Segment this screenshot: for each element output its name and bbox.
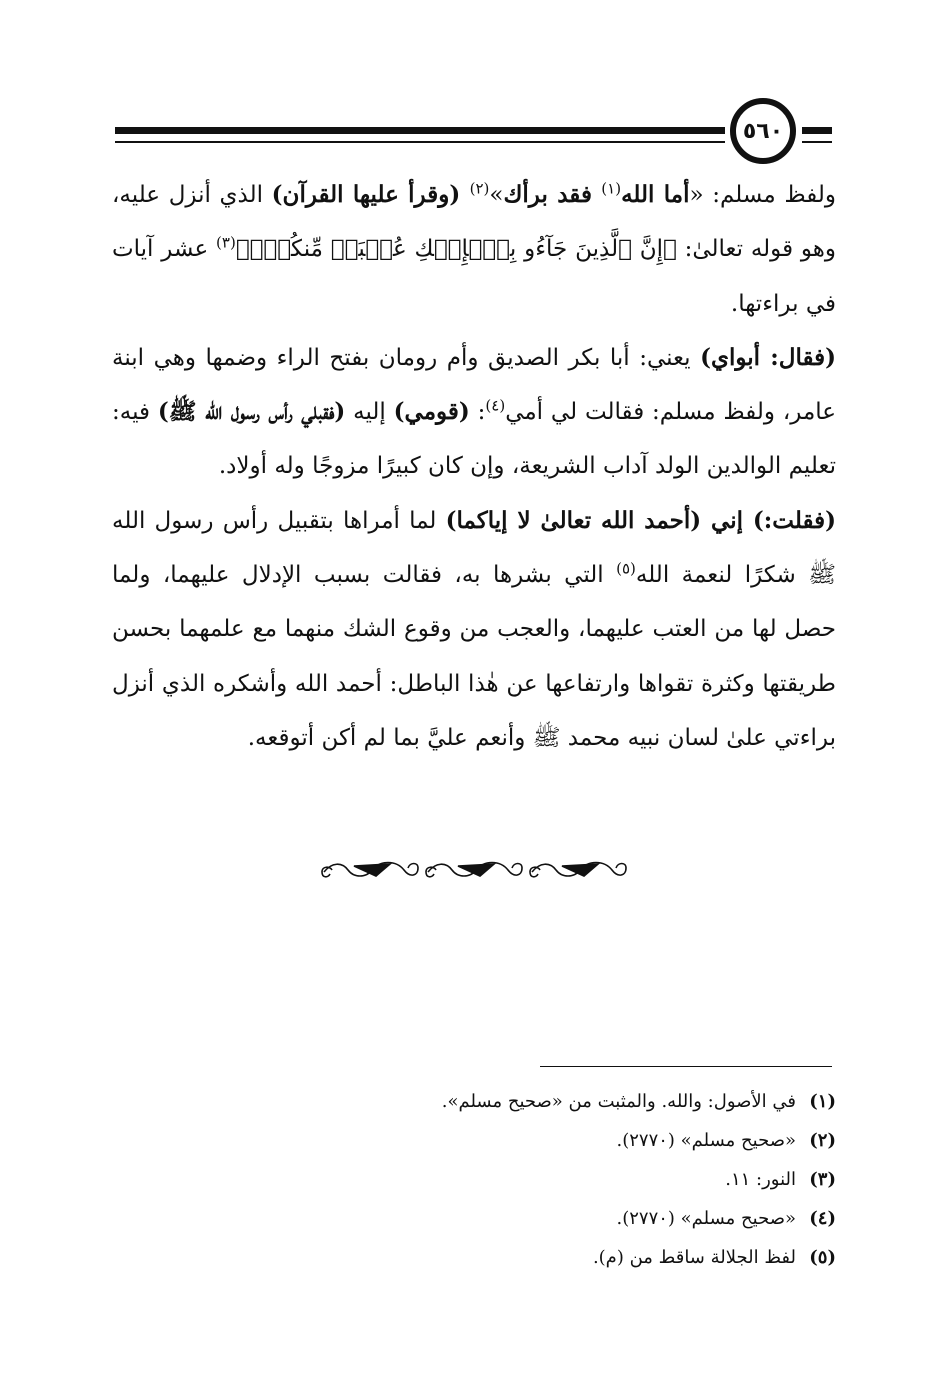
footnote-3: [112, 1160, 836, 1199]
footnote-5: [112, 1238, 836, 1277]
p1-quote-b: فقد برأك: [503, 181, 602, 208]
footnote-ref-5: (٥): [616, 559, 636, 578]
footnote-2: [112, 1121, 836, 1160]
p2-text-b: إليه: [345, 399, 394, 426]
footnote-number: (٣): [809, 1169, 836, 1190]
ornament-motif-middle: [426, 863, 522, 877]
header-rule-thin-right: [802, 141, 832, 143]
footnote-text: النور: ١١.: [725, 1169, 796, 1190]
p2-text-c: فيه: تعليم الوالدين الولد آداب الشريعة، وإن كان كبيرًا مزوجًا وله أولاد.: [112, 399, 836, 480]
footnote-number: (١): [809, 1091, 836, 1112]
footnote-number: (٢): [809, 1130, 836, 1151]
p1-quote-a: أما الله: [621, 181, 690, 208]
p3-text-a: لما أمراها بتقبيل رأس رسول الله ﷺ شكرًا لنعمة الله: [112, 507, 836, 589]
footnote-ref-3: (٣): [216, 233, 236, 252]
header-rule-thick: [115, 127, 725, 134]
footnote-1: [112, 1082, 836, 1121]
section-divider-ornament: [318, 852, 628, 888]
p1-text-b: الذي أنزل عليه، وهو قوله تعالىٰ: ﴿إِنَّ ٱلَّذِينَ جَآءُو بِٱلۡإِفۡكِ عُصۡبَةٞ مِّنكُمۡۚ﴾: [112, 182, 836, 263]
main-text: [112, 168, 836, 765]
p2-matn-b: (قومي): [393, 398, 470, 426]
ornament-motif-left: [322, 863, 418, 877]
page-number: ٥٦٠: [730, 98, 796, 164]
paragraph-2: [112, 331, 836, 494]
footnote-4: [112, 1199, 836, 1238]
p1-text-c: عشر آيات في براءتها.: [112, 236, 836, 317]
footnote-text: «صحيح مسلم» (٢٧٧٠).: [616, 1208, 796, 1229]
footnote-ref-1: (١): [601, 179, 622, 198]
p2-text-a: يعني: أبا بكر الصديق وأم رومان بفتح الراء وضمها وهي ابنة عامر، ولفظ مسلم: فقالت لي أمي: [112, 344, 837, 426]
p1-matn: (وقرأ عليها القرآن): [271, 181, 470, 208]
paragraph-1: [112, 168, 836, 331]
p1-quote-close: »: [489, 182, 504, 208]
p3-text-b: التي بشرها به، فقالت بسبب الإدلال عليهما، ولما حصل لها من العتب عليهما، والعجب من وقوع الشك منهما مع علمهما بحسن طريقتها وكثرة تقواها وارتفاعها عن هٰذا الباطل: أحمد الله وأشكره الذي أنزل براءتي علىٰ لسان نبيه محمد ﷺ وأنعم عليَّ بما لم أكن أتوقعه.: [112, 562, 836, 751]
p1-text-a: ولفظ مسلم: «: [689, 182, 836, 208]
footnote-separator: [540, 1066, 832, 1067]
footnotes: [112, 1082, 836, 1277]
p3-matn: (فقلت:) إني (أحمد الله تعالىٰ لا إياكما): [445, 506, 836, 534]
ornament-motif-right: [530, 863, 626, 877]
footnote-number: (٤): [809, 1208, 836, 1229]
footnote-text: «صحيح مسلم» (٢٧٧٠).: [616, 1130, 796, 1151]
footnote-text: في الأصول: والله. والمثبت من «صحيح مسلم».: [441, 1091, 796, 1112]
footnote-number: (٥): [809, 1247, 836, 1268]
paragraph-3: [112, 494, 836, 765]
page-header: [0, 0, 944, 170]
footnote-ref-2: (٢): [469, 179, 490, 198]
p2-colon: :: [469, 399, 486, 426]
p2-matn-a: (فقال: أبواي): [700, 343, 836, 371]
header-rule-thin: [115, 141, 725, 143]
footnote-ref-4: (٤): [485, 396, 506, 415]
footnote-text: لفظ الجلالة ساقط من (م).: [592, 1247, 796, 1268]
header-rule-thick-right: [802, 127, 832, 134]
p2-matn-c: (فقبلي رأس رسول الله ﷺ): [157, 398, 346, 426]
